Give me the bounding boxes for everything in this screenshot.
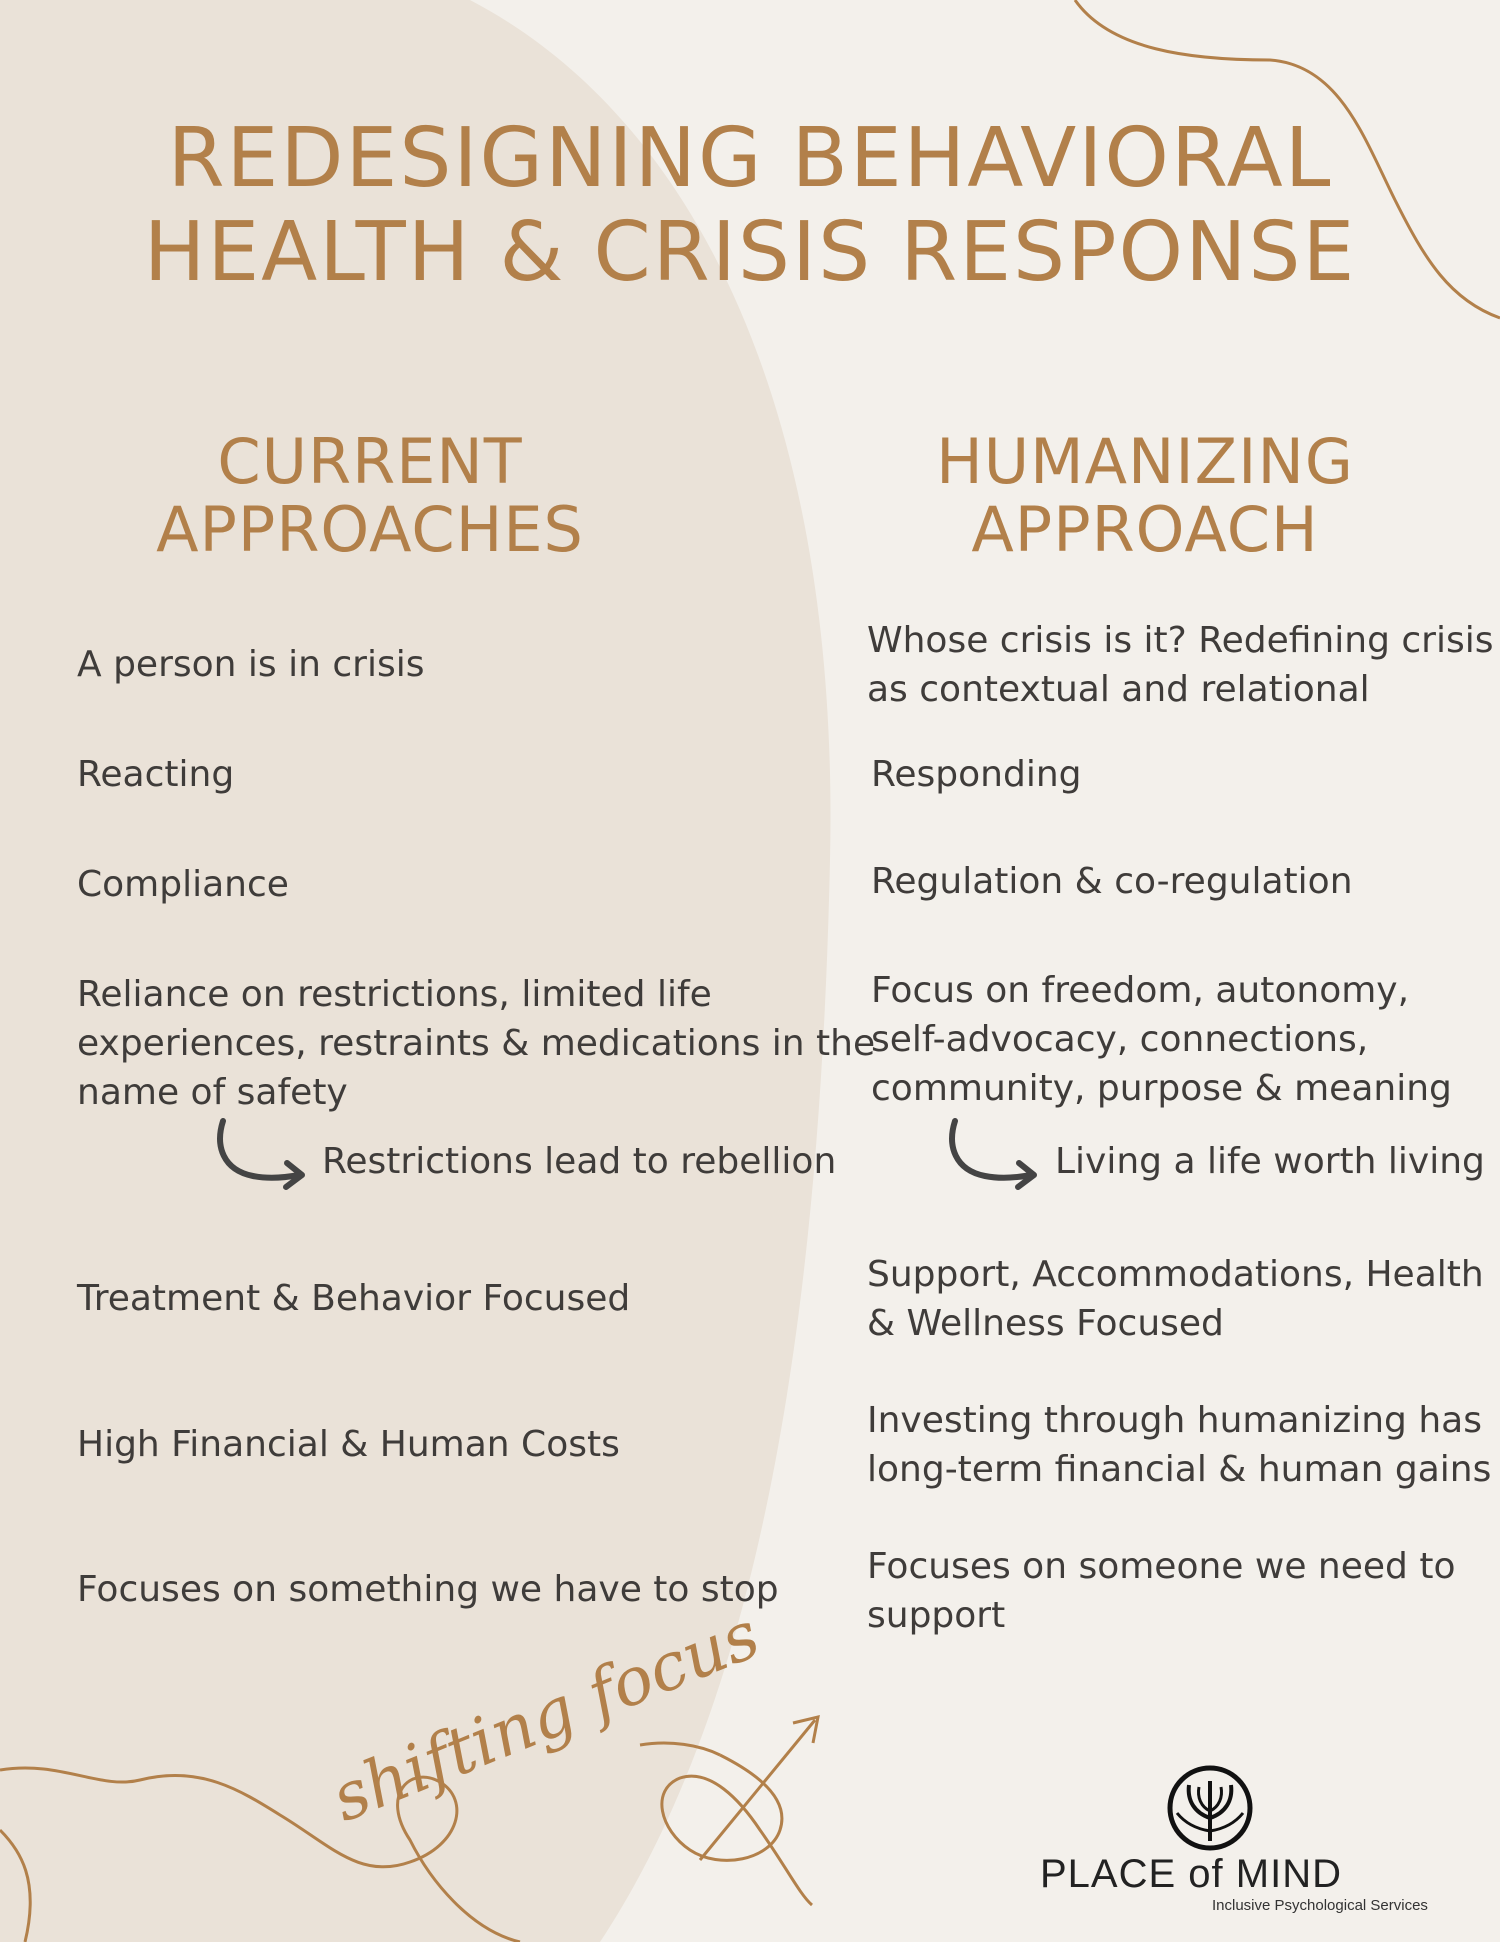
curved-arrow-icon <box>213 1118 313 1193</box>
page-title <box>0 112 1500 300</box>
tree-in-circle-icon <box>1165 1763 1255 1853</box>
item-line: Reliance on restrictions, limited life <box>77 974 712 1015</box>
item-line: Focuses on someone we need to <box>867 1546 1456 1587</box>
item-line: Reacting <box>77 754 235 795</box>
left-column-heading <box>120 425 620 566</box>
right-column-heading <box>895 425 1395 566</box>
item-line: Investing through humanizing has <box>867 1400 1482 1441</box>
left-item-reacting <box>77 750 234 799</box>
left-item-compliance <box>77 860 289 909</box>
left-item-restrictions <box>77 970 875 1117</box>
item-line: Compliance <box>77 864 289 905</box>
logo-name: PLACE of MIND <box>1040 1852 1342 1896</box>
right-item-freedom <box>871 966 1452 1113</box>
right-heading-line-1: HUMANIZING <box>936 425 1354 498</box>
item-line: Treatment & Behavior Focused <box>77 1278 631 1319</box>
left-consequence: Restrictions lead to rebellion <box>322 1141 837 1182</box>
item-line: Regulation & co-regulation <box>871 861 1353 902</box>
left-heading-line-2: APPROACHES <box>156 493 584 566</box>
right-item-someone <box>867 1542 1455 1640</box>
diagonal-arrow-icon <box>700 1717 818 1860</box>
left-heading-line-1: CURRENT <box>217 425 523 498</box>
item-line: A person is in crisis <box>77 644 425 685</box>
curved-arrow-icon <box>945 1118 1045 1193</box>
item-line: Focus on freedom, autonomy, <box>871 970 1410 1011</box>
item-line: Support, Accommodations, Health <box>867 1254 1484 1295</box>
left-item-treatment <box>77 1274 630 1323</box>
item-line: & Wellness Focused <box>867 1303 1224 1344</box>
right-item-support <box>867 1250 1484 1348</box>
item-line: Responding <box>871 754 1082 795</box>
item-line: as contextual and relational <box>867 669 1370 710</box>
item-line: self-advocacy, connections, <box>871 1019 1369 1060</box>
left-item-crisis <box>77 640 424 689</box>
right-item-investing <box>867 1396 1491 1494</box>
infinity-loop <box>662 1755 812 1905</box>
right-item-crisis <box>867 616 1493 714</box>
logo-tagline: Inclusive Psychological Services <box>1212 1897 1428 1914</box>
right-consequence: Living a life worth living <box>1055 1141 1485 1182</box>
item-line: High Financial & Human Costs <box>77 1424 620 1465</box>
right-item-regulation <box>871 857 1353 906</box>
item-line: Whose crisis is it? Redefining crisis <box>867 620 1494 661</box>
shifting-focus-caption: shifting focus <box>321 1595 770 1837</box>
item-line: community, purpose & meaning <box>871 1068 1452 1109</box>
right-item-responding <box>871 750 1082 799</box>
left-item-costs <box>77 1420 620 1469</box>
title-line-2: HEALTH & CRISIS RESPONSE <box>143 205 1357 300</box>
item-line: support <box>867 1595 1006 1636</box>
item-line: Focuses on something we have to stop <box>77 1569 779 1610</box>
item-line: experiences, restraints & medications in the <box>77 1023 876 1064</box>
title-line-1: REDESIGNING BEHAVIORAL <box>167 111 1333 206</box>
item-line: long-term financial & human gains <box>867 1449 1492 1490</box>
item-line: name of safety <box>77 1072 348 1113</box>
right-heading-line-2: APPROACH <box>971 493 1319 566</box>
left-item-stop <box>77 1565 779 1614</box>
